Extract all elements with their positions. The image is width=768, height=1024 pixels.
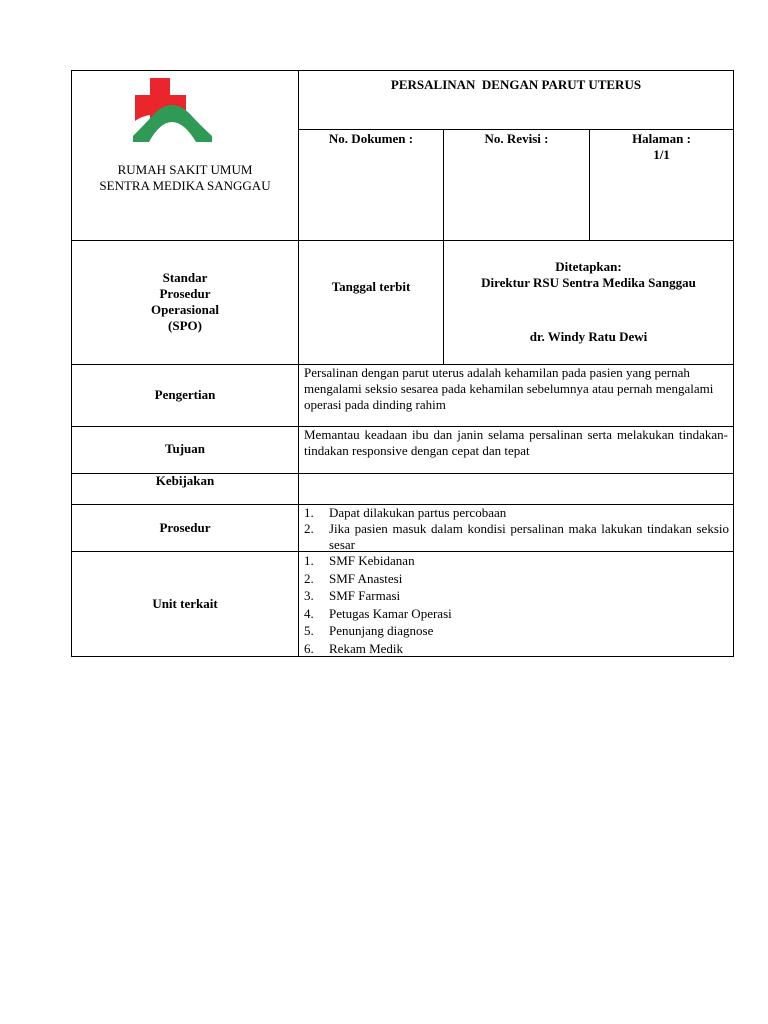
hospital-logo-icon bbox=[133, 78, 212, 158]
prosedur-label: Prosedur bbox=[159, 520, 211, 535]
unit-terkait-label: Unit terkait bbox=[152, 596, 218, 611]
ditetapkan-block bbox=[444, 259, 733, 291]
prosedur-list-container bbox=[300, 505, 729, 553]
list-item-number: 5. bbox=[304, 623, 314, 639]
list-item bbox=[300, 505, 729, 521]
spo-document bbox=[71, 70, 734, 657]
halaman-label-text: Halaman : bbox=[632, 131, 691, 146]
list-item-number: 1. bbox=[304, 505, 314, 520]
list-item-text: Petugas Kamar Operasi bbox=[329, 605, 452, 621]
list-item bbox=[300, 640, 729, 658]
list-item-number: 2. bbox=[304, 570, 314, 586]
ditetapkan-label: Ditetapkan: bbox=[555, 259, 622, 274]
tujuan-text: Memantau keadaan ibu dan janin selama persalinan serta melakukan tindakan-tindakan responsive dengan cepat dan tepat bbox=[304, 427, 728, 458]
list-item-text: SMF Farmasi bbox=[329, 588, 401, 604]
no-dokumen-label: No. Dokumen : bbox=[328, 131, 414, 146]
halaman-label bbox=[590, 131, 733, 163]
spo-line2: Prosedur bbox=[159, 286, 211, 301]
header-divider bbox=[71, 240, 734, 241]
signer-name: dr. Windy Ratu Dewi bbox=[529, 329, 648, 344]
list-item-number: 6. bbox=[304, 640, 314, 656]
list-item-text: SMF Anastesi bbox=[329, 570, 403, 586]
list-item-number: 4. bbox=[304, 605, 314, 621]
list-item bbox=[300, 587, 729, 605]
list-item bbox=[300, 521, 729, 553]
spo-label bbox=[72, 270, 298, 334]
prosedur-list bbox=[300, 505, 729, 553]
list-item-text: SMF Kebidanan bbox=[329, 553, 415, 568]
document-title: PERSALINAN DENGAN PARUT UTERUS bbox=[390, 77, 642, 92]
list-item-number: 1. bbox=[304, 553, 314, 568]
hospital-name bbox=[72, 162, 298, 194]
spo-line1: Standar bbox=[162, 270, 208, 285]
kebijakan-label: Kebijakan bbox=[155, 473, 215, 488]
pengertian-text: Persalinan dengan parut uterus adalah kehamilan pada pasien yang pernah mengalami seksio sesarea pada kehamilan sebelumnya atau pernah mengalami operasi pada dinding rahim bbox=[304, 365, 714, 412]
list-item bbox=[300, 570, 729, 588]
pengertian-label: Pengertian bbox=[154, 387, 216, 402]
spo-line4: (SPO) bbox=[168, 318, 202, 333]
list-item-number: 2. bbox=[304, 521, 314, 536]
list-item-number: 3. bbox=[304, 588, 314, 604]
label-column-divider bbox=[298, 70, 299, 657]
list-item bbox=[300, 605, 729, 623]
unit-list bbox=[300, 552, 729, 658]
list-item bbox=[300, 552, 729, 570]
list-item-text: Rekam Medik bbox=[329, 640, 404, 656]
table-border-top bbox=[71, 70, 734, 71]
table-border-right bbox=[733, 70, 734, 657]
list-item bbox=[300, 622, 729, 640]
unit-list-container bbox=[300, 552, 729, 658]
direktur-label: Direktur RSU Sentra Medika Sanggau bbox=[481, 275, 696, 290]
tanggal-terbit-label: Tanggal terbit bbox=[331, 279, 411, 294]
title-divider bbox=[298, 129, 734, 130]
tujuan-label: Tujuan bbox=[165, 441, 205, 456]
spo-line3: Operasional bbox=[151, 302, 219, 317]
list-item-text: Dapat dilakukan partus percobaan bbox=[329, 505, 507, 520]
list-item-text: Penunjang diagnose bbox=[329, 623, 434, 639]
list-item-text: Jika pasien masuk dalam kondisi persalinan maka lakukan tindakan seksio sesar bbox=[329, 521, 729, 552]
table-border-left bbox=[71, 70, 72, 657]
hospital-name-line1: RUMAH SAKIT UMUM bbox=[117, 162, 253, 177]
halaman-value: 1/1 bbox=[653, 147, 670, 162]
no-revisi-label: No. Revisi : bbox=[484, 131, 549, 146]
hospital-name-line2: SENTRA MEDIKA SANGGAU bbox=[99, 178, 271, 193]
